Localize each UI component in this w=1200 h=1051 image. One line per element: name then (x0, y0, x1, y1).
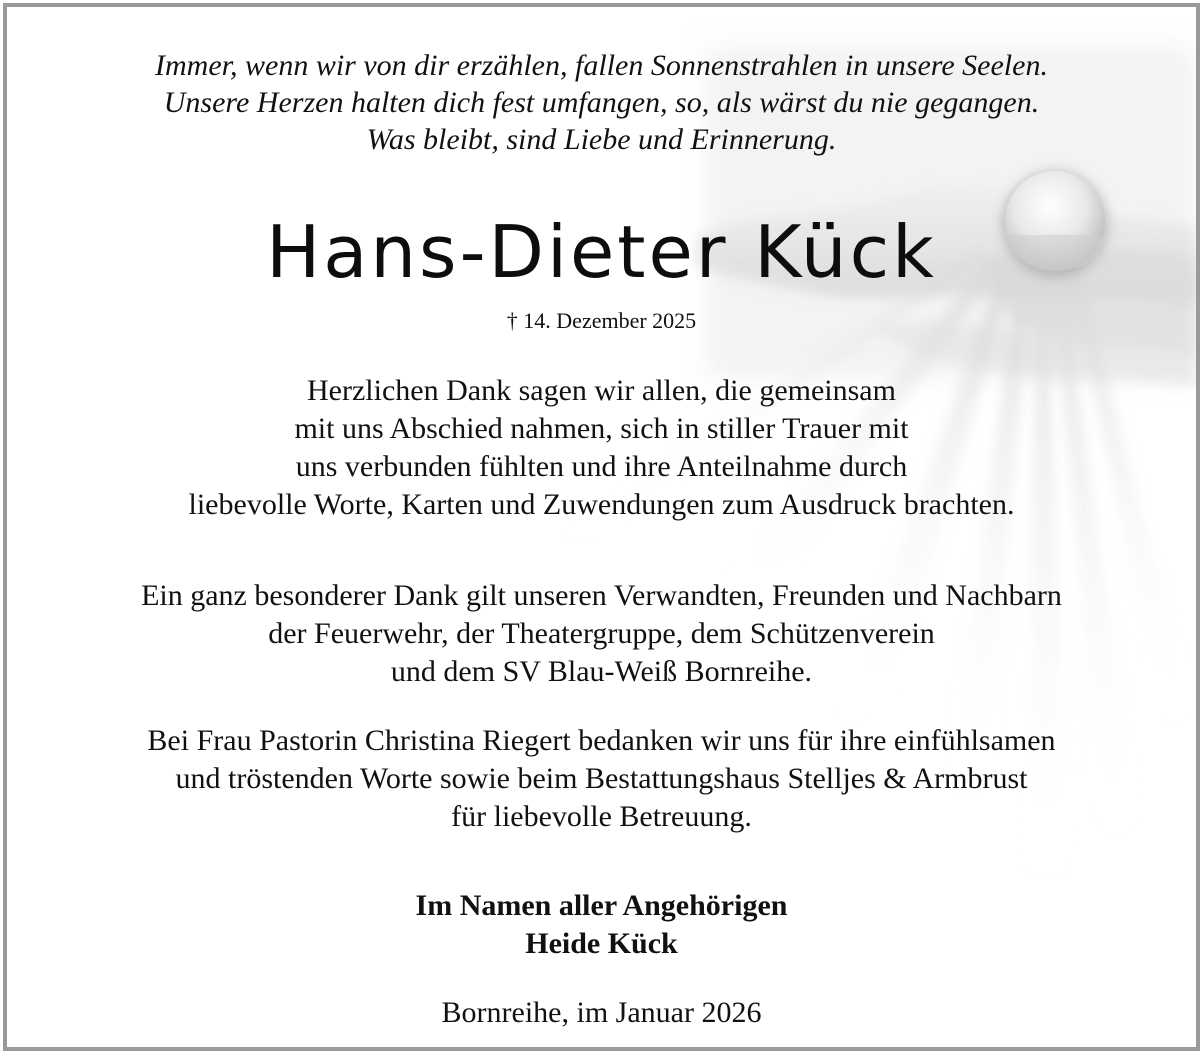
motto-verse (7, 47, 1196, 158)
motto-line: Immer, wenn wir von dir erzählen, fallen Sonnenstrahlen in unsere Seelen. (155, 49, 1048, 82)
text-line: Herzlichen Dank sagen wir allen, die gemeinsam (307, 374, 896, 407)
text-line: der Feuerwehr, der Theatergruppe, dem Schützenverein (268, 617, 935, 650)
motto-line: Was bleibt, sind Liebe und Erinnerung. (366, 123, 837, 156)
signoff-line: Im Namen aller Angehörigen (415, 889, 788, 922)
notice-frame (3, 3, 1200, 1051)
text-line: und tröstenden Worte sowie beim Bestattungshaus Stelljes & Armbrust (175, 762, 1028, 795)
text-line: mit uns Abschied nahmen, sich in stiller Trauer mit (294, 412, 909, 445)
thanks-paragraph-2 (7, 577, 1196, 691)
motto-line: Unsere Herzen halten dich fest umfangen, so, als wärst du nie gegangen. (163, 86, 1040, 119)
text-line: für liebevolle Betreuung. (451, 800, 752, 833)
place-and-date: Bornreihe, im Januar 2026 (441, 996, 762, 1029)
text-line: Bei Frau Pastorin Christina Riegert bedanken wir uns für ihre einfühlsamen (147, 724, 1056, 757)
text-line: liebevolle Worte, Karten und Zuwendungen zum Ausdruck brachten. (188, 488, 1015, 521)
death-date: † 14. Dezember 2025 (506, 308, 697, 333)
thanks-paragraph-3 (7, 722, 1196, 836)
notice-content (7, 7, 1196, 1047)
deceased-name: Hans-Dieter Kück (266, 210, 937, 294)
thanks-paragraph-1 (7, 372, 1196, 524)
text-line: und dem SV Blau-Weiß Bornreihe. (390, 655, 813, 688)
text-line: Ein ganz besonderer Dank gilt unseren Verwandten, Freunden und Nachbarn (141, 579, 1062, 612)
text-line: uns verbunden fühlten und ihre Anteilnahme durch (295, 450, 908, 483)
signoff (7, 887, 1196, 963)
signoff-name: Heide Kück (525, 927, 678, 960)
